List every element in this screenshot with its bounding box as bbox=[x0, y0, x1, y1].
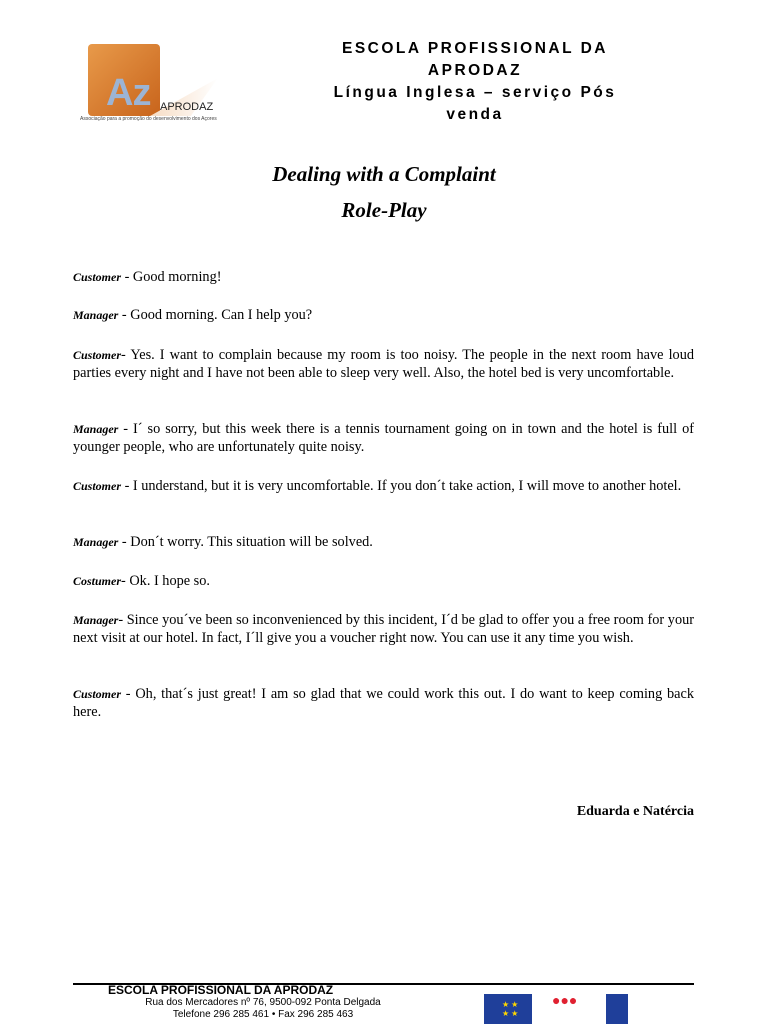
speaker-label: Customer bbox=[73, 479, 122, 493]
speaker-label: Manager bbox=[73, 422, 119, 436]
grapes-logo-icon: ●●● bbox=[552, 994, 578, 1009]
speaker-label: Customer bbox=[73, 270, 122, 284]
speaker-label: Costumer bbox=[73, 574, 122, 588]
course-line-2: venda bbox=[446, 106, 504, 123]
school-header bbox=[270, 38, 680, 126]
logo-mark: Az bbox=[106, 72, 151, 114]
azores-flag-icon bbox=[606, 994, 628, 1024]
logo-name: APRODAZ bbox=[160, 101, 214, 113]
dialogue-text: - Good morning! bbox=[121, 269, 222, 285]
course-line-1: Língua Inglesa – serviço Pós bbox=[333, 84, 617, 101]
dialogue-turn bbox=[73, 306, 694, 324]
dialogue-turn bbox=[73, 346, 694, 382]
dialogue-turn bbox=[73, 533, 694, 551]
dialogue-turn bbox=[73, 685, 694, 721]
eu-flag-icon: ★ ★ ★ ★ bbox=[484, 994, 532, 1024]
speaker-label: Customer bbox=[73, 687, 122, 701]
document-title: Dealing with a Complaint bbox=[272, 162, 496, 186]
footer-phone: Telefone 296 285 461 • Fax 296 285 463 bbox=[172, 1009, 354, 1020]
speaker-label: Manager bbox=[73, 308, 119, 322]
school-line-1: ESCOLA PROFISSIONAL DA bbox=[342, 40, 608, 57]
logo-tagline: Associação para a promoção do desenvolvimento dos Açores bbox=[80, 116, 217, 122]
speaker-label: Customer bbox=[73, 348, 122, 362]
dialogue-text: - Good morning. Can I help you? bbox=[118, 307, 313, 323]
dialogue-text: - I understand, but it is very uncomfortable. If you don´t take action, I will move to another hotel. bbox=[121, 478, 682, 494]
dialogue-text: - Oh, that´s just great! I am so glad that we could work this out. I do want to keep coming back here. bbox=[73, 686, 694, 720]
dialogue-text: - I´ so sorry, but this week there is a tennis tournament going on in town and the hotel is full of younger people, who are unfortunately quite noisy. bbox=[73, 421, 694, 455]
speaker-label: Manager bbox=[73, 535, 119, 549]
dialogue-turn bbox=[73, 268, 694, 286]
dialogue-turn bbox=[73, 611, 694, 647]
footer-address: Rua dos Mercadores nº 76, 9500-092 Ponta Delgada bbox=[145, 997, 381, 1008]
dialogue-turn bbox=[73, 477, 694, 495]
speaker-label: Manager bbox=[73, 613, 119, 627]
dialogue-text: - Don´t worry. This situation will be solved. bbox=[118, 534, 373, 550]
dialogue-text: - Ok. I hope so. bbox=[121, 573, 210, 589]
dialogue-text: - Since you´ve been so inconvenienced by this incident, I´d be glad to offer you a free room for your next visit at our hotel. In fact, I´ll give you a voucher right now. You can use it any time you wish. bbox=[73, 612, 694, 646]
dialogue-turn bbox=[73, 572, 694, 590]
document-subtitle: Role-Play bbox=[341, 198, 427, 222]
signature: Eduarda e Natércia bbox=[576, 804, 694, 819]
footer-school: ESCOLA PROFISSIONAL DA APRODAZ bbox=[108, 983, 334, 997]
dialogue-turn bbox=[73, 420, 694, 456]
school-line-2: APRODAZ bbox=[427, 62, 523, 79]
dialogue-text: - Yes. I want to complain because my room is too noisy. The people in the next room have loud parties every night and I have not been able to sleep very well. Also, the hotel bed is very uncomfortable. bbox=[73, 347, 694, 381]
